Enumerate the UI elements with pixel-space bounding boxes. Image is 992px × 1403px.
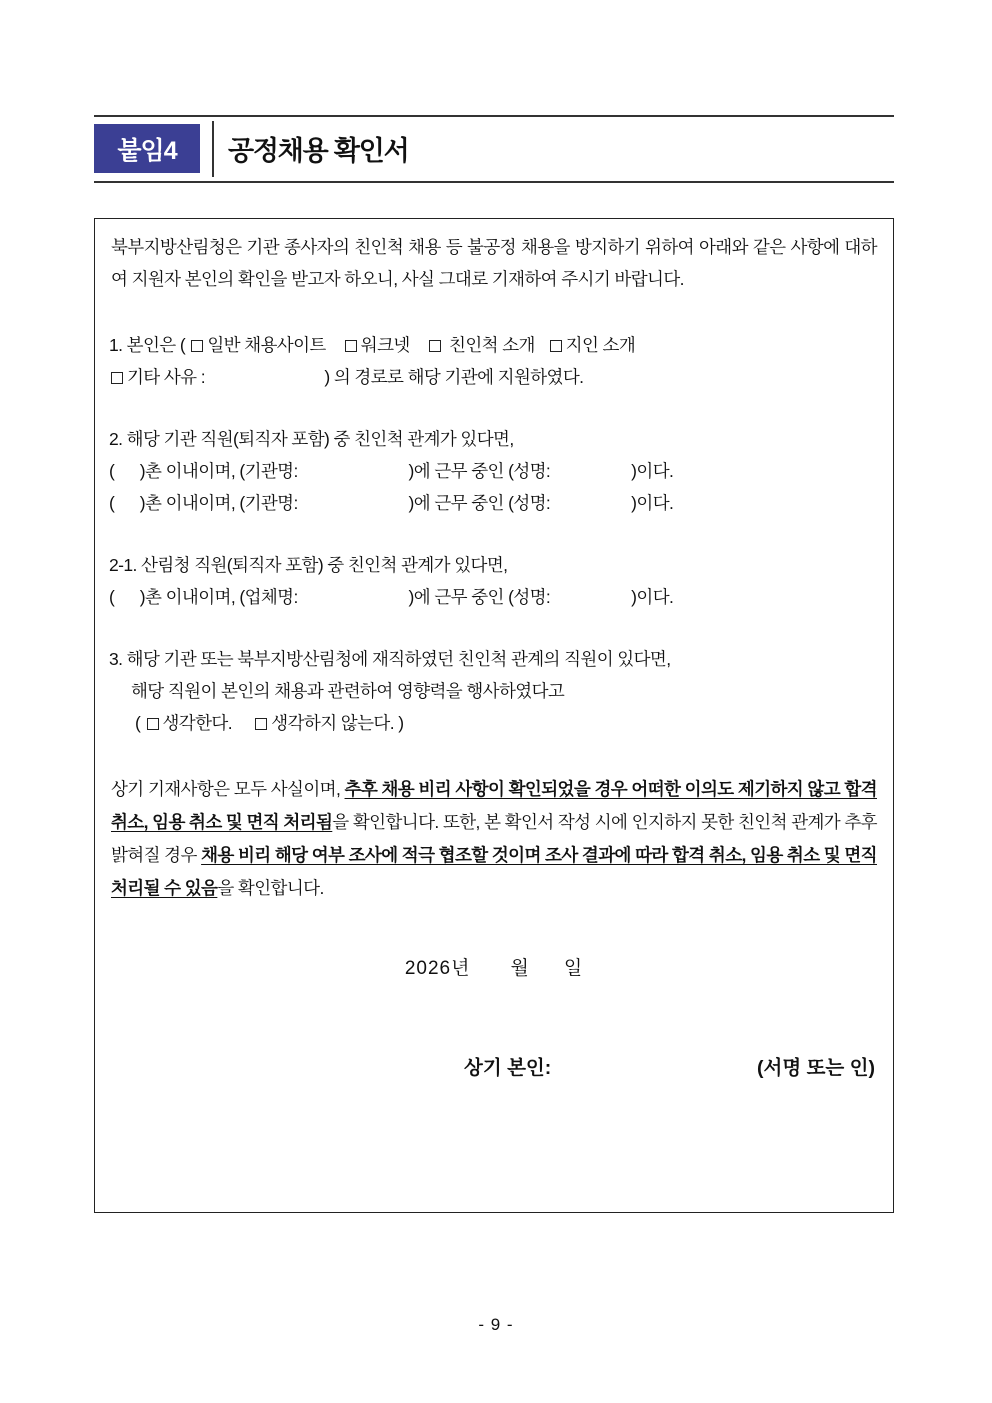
checkbox-icon-acquaintance-intro[interactable] (550, 340, 562, 352)
date-year[interactable]: 2026년 (404, 958, 471, 979)
date-day[interactable]: 일 (563, 958, 584, 979)
date-line (109, 953, 879, 980)
question-1-line-1 (109, 329, 879, 361)
signature-row (109, 1052, 879, 1082)
checkbox-icon-other-reason[interactable] (111, 372, 123, 384)
checkbox-icon-disagree[interactable] (255, 718, 267, 730)
confirmation-segment-3: 을 확인합니다. (217, 878, 324, 898)
page-title: 공정채용 확인서 (228, 136, 409, 166)
confirmation-emphasis-1: 추후 채용 비리 사항이 확인되었을 경우 어떠한 이의도 제기하지 않고 합격 취소, 임용 취소 및 면직 처리됨 (111, 779, 877, 832)
checkbox-icon-worknet[interactable] (345, 340, 357, 352)
question-1-prefix: 1. 본인은 ( (109, 335, 190, 355)
attachment-badge: 붙임4 (94, 124, 200, 173)
signature-label: 상기 본인: (464, 1057, 552, 1079)
confirmation-paragraph (109, 773, 879, 905)
question-1-option-4: 지인 소개 (565, 335, 636, 355)
checkbox-icon-relative-intro[interactable] (429, 340, 441, 352)
question-2-heading: 2. 해당 기관 직원(퇴직자 포함) 중 친인척 관계가 있다면, (109, 429, 514, 449)
question-1-option-3: 친인척 소개 (444, 335, 535, 355)
question-1-option-1: 일반 채용사이트 (207, 335, 326, 355)
question-2-row-2[interactable]: ( )촌 이내이며, (기관명: )에 근무 중인 (성명: )이다. (109, 493, 674, 513)
header-rule-top (94, 115, 894, 117)
question-1-suffix: ) 의 경로로 해당 기관에 지원하였다. (324, 367, 584, 387)
header-rule-bottom (94, 181, 894, 183)
checkbox-icon-agree[interactable] (147, 718, 159, 730)
page-footer: - 9 - (478, 1315, 514, 1334)
form-content-box (94, 218, 894, 1213)
question-3-line-1: 3. 해당 기관 또는 북부지방산림청에 재직하였던 친인척 관계의 직원이 있다면, (109, 649, 671, 669)
confirmation-segment-2: 을 확인합니다. 또한, 본 확인서 작성 시에 인지하지 못한 친인척 관계가 추후 밝혀질 경우 (111, 812, 877, 865)
document-header (94, 115, 894, 183)
confirmation-emphasis-2: 채용 비리 해당 여부 조사에 적극 협조할 것이며 조사 결과에 따라 합격 취소, 임용 취소 및 면직 처리될 수 있음 (111, 845, 877, 898)
confirmation-segment-1: 상기 기재사항은 모두 사실이며, (111, 779, 345, 799)
question-2-1-heading: 2-1. 산림청 직원(퇴직자 포함) 중 친인척 관계가 있다면, (109, 555, 508, 575)
checkbox-icon-general-site[interactable] (191, 340, 203, 352)
question-3-option-1: 생각한다. (162, 713, 232, 733)
question-3-option-2: 생각하지 않는다. (271, 713, 394, 733)
question-3-line-2: 해당 직원이 본인의 채용과 관련하여 영향력을 행사하였다고 (131, 681, 565, 701)
signature-note[interactable]: (서명 또는 인) (756, 1057, 875, 1079)
question-3-close-paren: ) (398, 713, 404, 733)
question-2-row-1[interactable]: ( )촌 이내이며, (기관명: )에 근무 중인 (성명: )이다. (109, 461, 674, 481)
question-3-open-paren: ( (135, 713, 145, 733)
question-1-option-2: 워크넷 (360, 335, 410, 355)
question-2-1-row-1[interactable]: ( )촌 이내이며, (업체명: )에 근무 중인 (성명: )이다. (109, 587, 674, 607)
question-1-line-2 (109, 361, 879, 393)
question-3-options (109, 707, 879, 739)
date-month[interactable]: 월 (510, 958, 530, 979)
title-divider (212, 121, 214, 177)
question-1-option-5: 기타 사유 : (127, 367, 206, 387)
intro-paragraph: 북부지방산림청은 기관 종사자의 친인척 채용 등 불공정 채용을 방지하기 위하여 아래와 같은 사항에 대하여 지원자 본인의 확인을 받고자 하오니, 사실 그대로 기재하여 주시기 바랍니다. (111, 237, 877, 289)
